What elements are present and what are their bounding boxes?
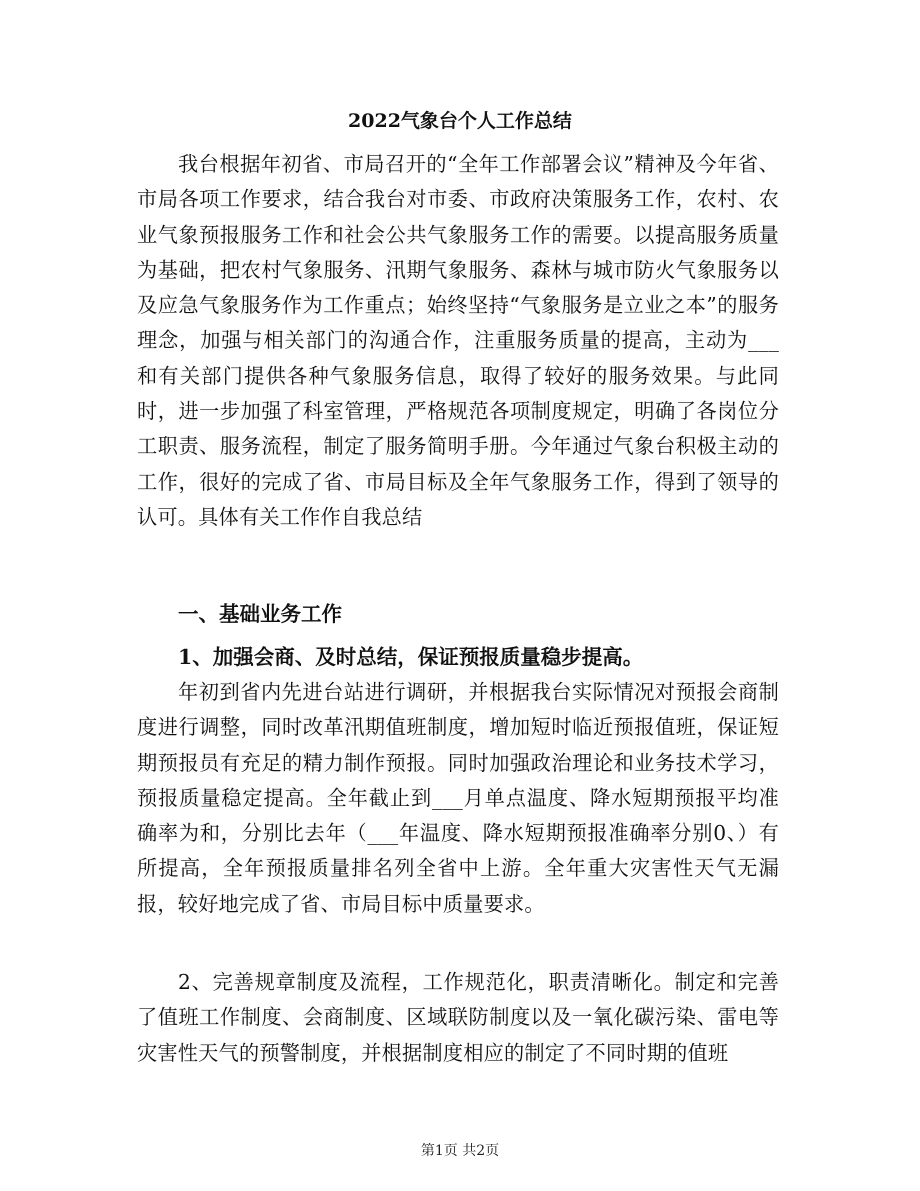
page-footer: 第1页 共2页 (420, 1143, 500, 1159)
intro-paragraph: 我台根据年初省、市局召开的“全年工作部署会议”精神及今年省、市局各项工作要求，结合我台对市委、市政府决策服务工作，农村、农业气象预报服务工作和社会公共气象服务工作的需要。以提高服务质量为基础，把农村气象服务、汛期气象服务、森林与城市防火气象服务以及应急气象服务作为工作重点；始终坚持“气象服务是立业之本”的服务理念，加强与相关部门的沟通合作，注重服务质量的提高，主动为___和有关部门提供各种气象服务信息，取得了较好的服务效果。与此同时，进一步加强了科室管理，严格规范各项制度规定，明确了各岗位分工职责、服务流程，制定了服务简明手册。今年通过气象台积极主动的工作，很好的完成了省、市局目标及全年气象服务工作，得到了领导的认可。具体有关工作作自我总结 (137, 152, 779, 529)
subsection-heading: 1、加强会商、及时总结，保证预报质量稳步提高。 (178, 645, 644, 669)
section-heading: 一、基础业务工作 (178, 602, 342, 626)
document-title: 2022气象台个人工作总结 (348, 110, 572, 132)
body-paragraph-2: 2、完善规章制度及流程，工作规范化，职责清晰化。制定和完善了值班工作制度、会商制度、区域联防制度以及一氧化碳污染、雷电等灾害性天气的预警制度，并根据制度相应的制定了不同时期的值班 (137, 970, 779, 1065)
body-paragraph-1: 年初到省内先进台站进行调研，并根据我台实际情况对预报会商制度进行调整，同时改革汛期值班制度，增加短时临近预报值班，保证短期预报员有充足的精力制作预报。同时加强政治理论和业务技术学习，预报质量稳定提高。全年截止到___月单点温度、降水短期预报平均准确率为和，分别比去年（___年温度、降水短期预报准确率分别0、）有所提高，全年预报质量排名列全省中上游。全年重大灾害性天气无漏报，较好地完成了省、市局目标中质量要求。 (137, 680, 779, 916)
